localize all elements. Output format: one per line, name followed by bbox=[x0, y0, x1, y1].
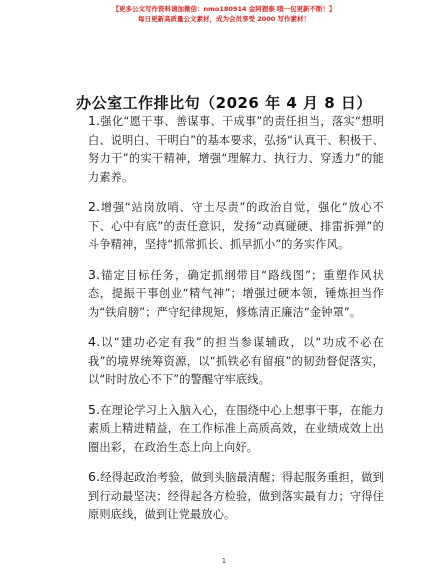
paragraph-text: 以“建功必定有我”的担当参谋辅政，以“功成不必在我”的境界统筹资源，以“抓铁必有留痕”的韧劲督促落实，以“时时放心不下”的警醒守牢底线。 bbox=[88, 336, 384, 386]
paragraph-text: 强化“愿干事、善谋事、干成事”的责任担当，落实“想明白、说明白、干明白”的基本要求，弘扬“认真干、积极干、努力干”的实干精神，增强“理解力、执行力、穿透力”的能力素养。 bbox=[88, 115, 384, 184]
promo-header bbox=[0, 4, 448, 24]
paragraph-5 bbox=[88, 401, 384, 458]
paragraph-number: 1. bbox=[88, 113, 101, 128]
paragraph-number: 3. bbox=[88, 266, 101, 282]
paragraph-text: 增强“站岗放哨、守土尽责”的政治自觉，强化“放心不下、心中有底”的责任意识，发扬“动真碰硬、排雷拆弹”的斗争精神，坚持“抓常抓长、抓早抓小”的务实作风。 bbox=[88, 201, 384, 251]
paragraph-4 bbox=[88, 333, 384, 390]
paragraph-text: 在理论学习上入脑入心，在围绕中心上想事干事，在能力素质上精进精益，在工作标准上高质高效，在业绩成效上出圈出彩，在政治生态上向上向好。 bbox=[88, 403, 384, 454]
paragraph-1 bbox=[88, 112, 384, 187]
paragraph-number: 6. bbox=[88, 469, 101, 484]
document-title: 办公室工作排比句（2026 年 4 月 8 日） bbox=[76, 94, 372, 112]
page-number: 1 bbox=[221, 557, 227, 565]
paragraph-number: 4. bbox=[88, 334, 101, 349]
promo-line-1: 【更多公文写作资料请加微信：nmo180914 金阿狸泰 哦一包更新不断！】 bbox=[112, 5, 336, 13]
paragraph-text: 经得起政治考验，做到头脑最清醒；得起服务重担，做到到行动最坚决；经得起各方检验，做到落实最有力；守得住原则底线，做到让党最放心。 bbox=[88, 471, 384, 521]
paragraph-3 bbox=[88, 266, 384, 323]
paragraph-number: 5. bbox=[88, 401, 101, 417]
paragraph-number: 2. bbox=[88, 199, 101, 214]
paragraph-6 bbox=[88, 468, 384, 525]
paragraph-2 bbox=[88, 198, 384, 255]
paragraph-text: 锚定目标任务，确定抓纲带目“路线图”；重塑作风状态，提振干事创业“精气神”；增强过硬本领，锤炼担当作为“铁肩膀”；严守纪律规矩，修炼清正廉洁“金钟罩”。 bbox=[88, 268, 384, 319]
document-body bbox=[88, 112, 384, 536]
promo-line-2: 每日更新高质量公文素材，成为会员享受 2000 写作素材！ bbox=[137, 15, 311, 23]
